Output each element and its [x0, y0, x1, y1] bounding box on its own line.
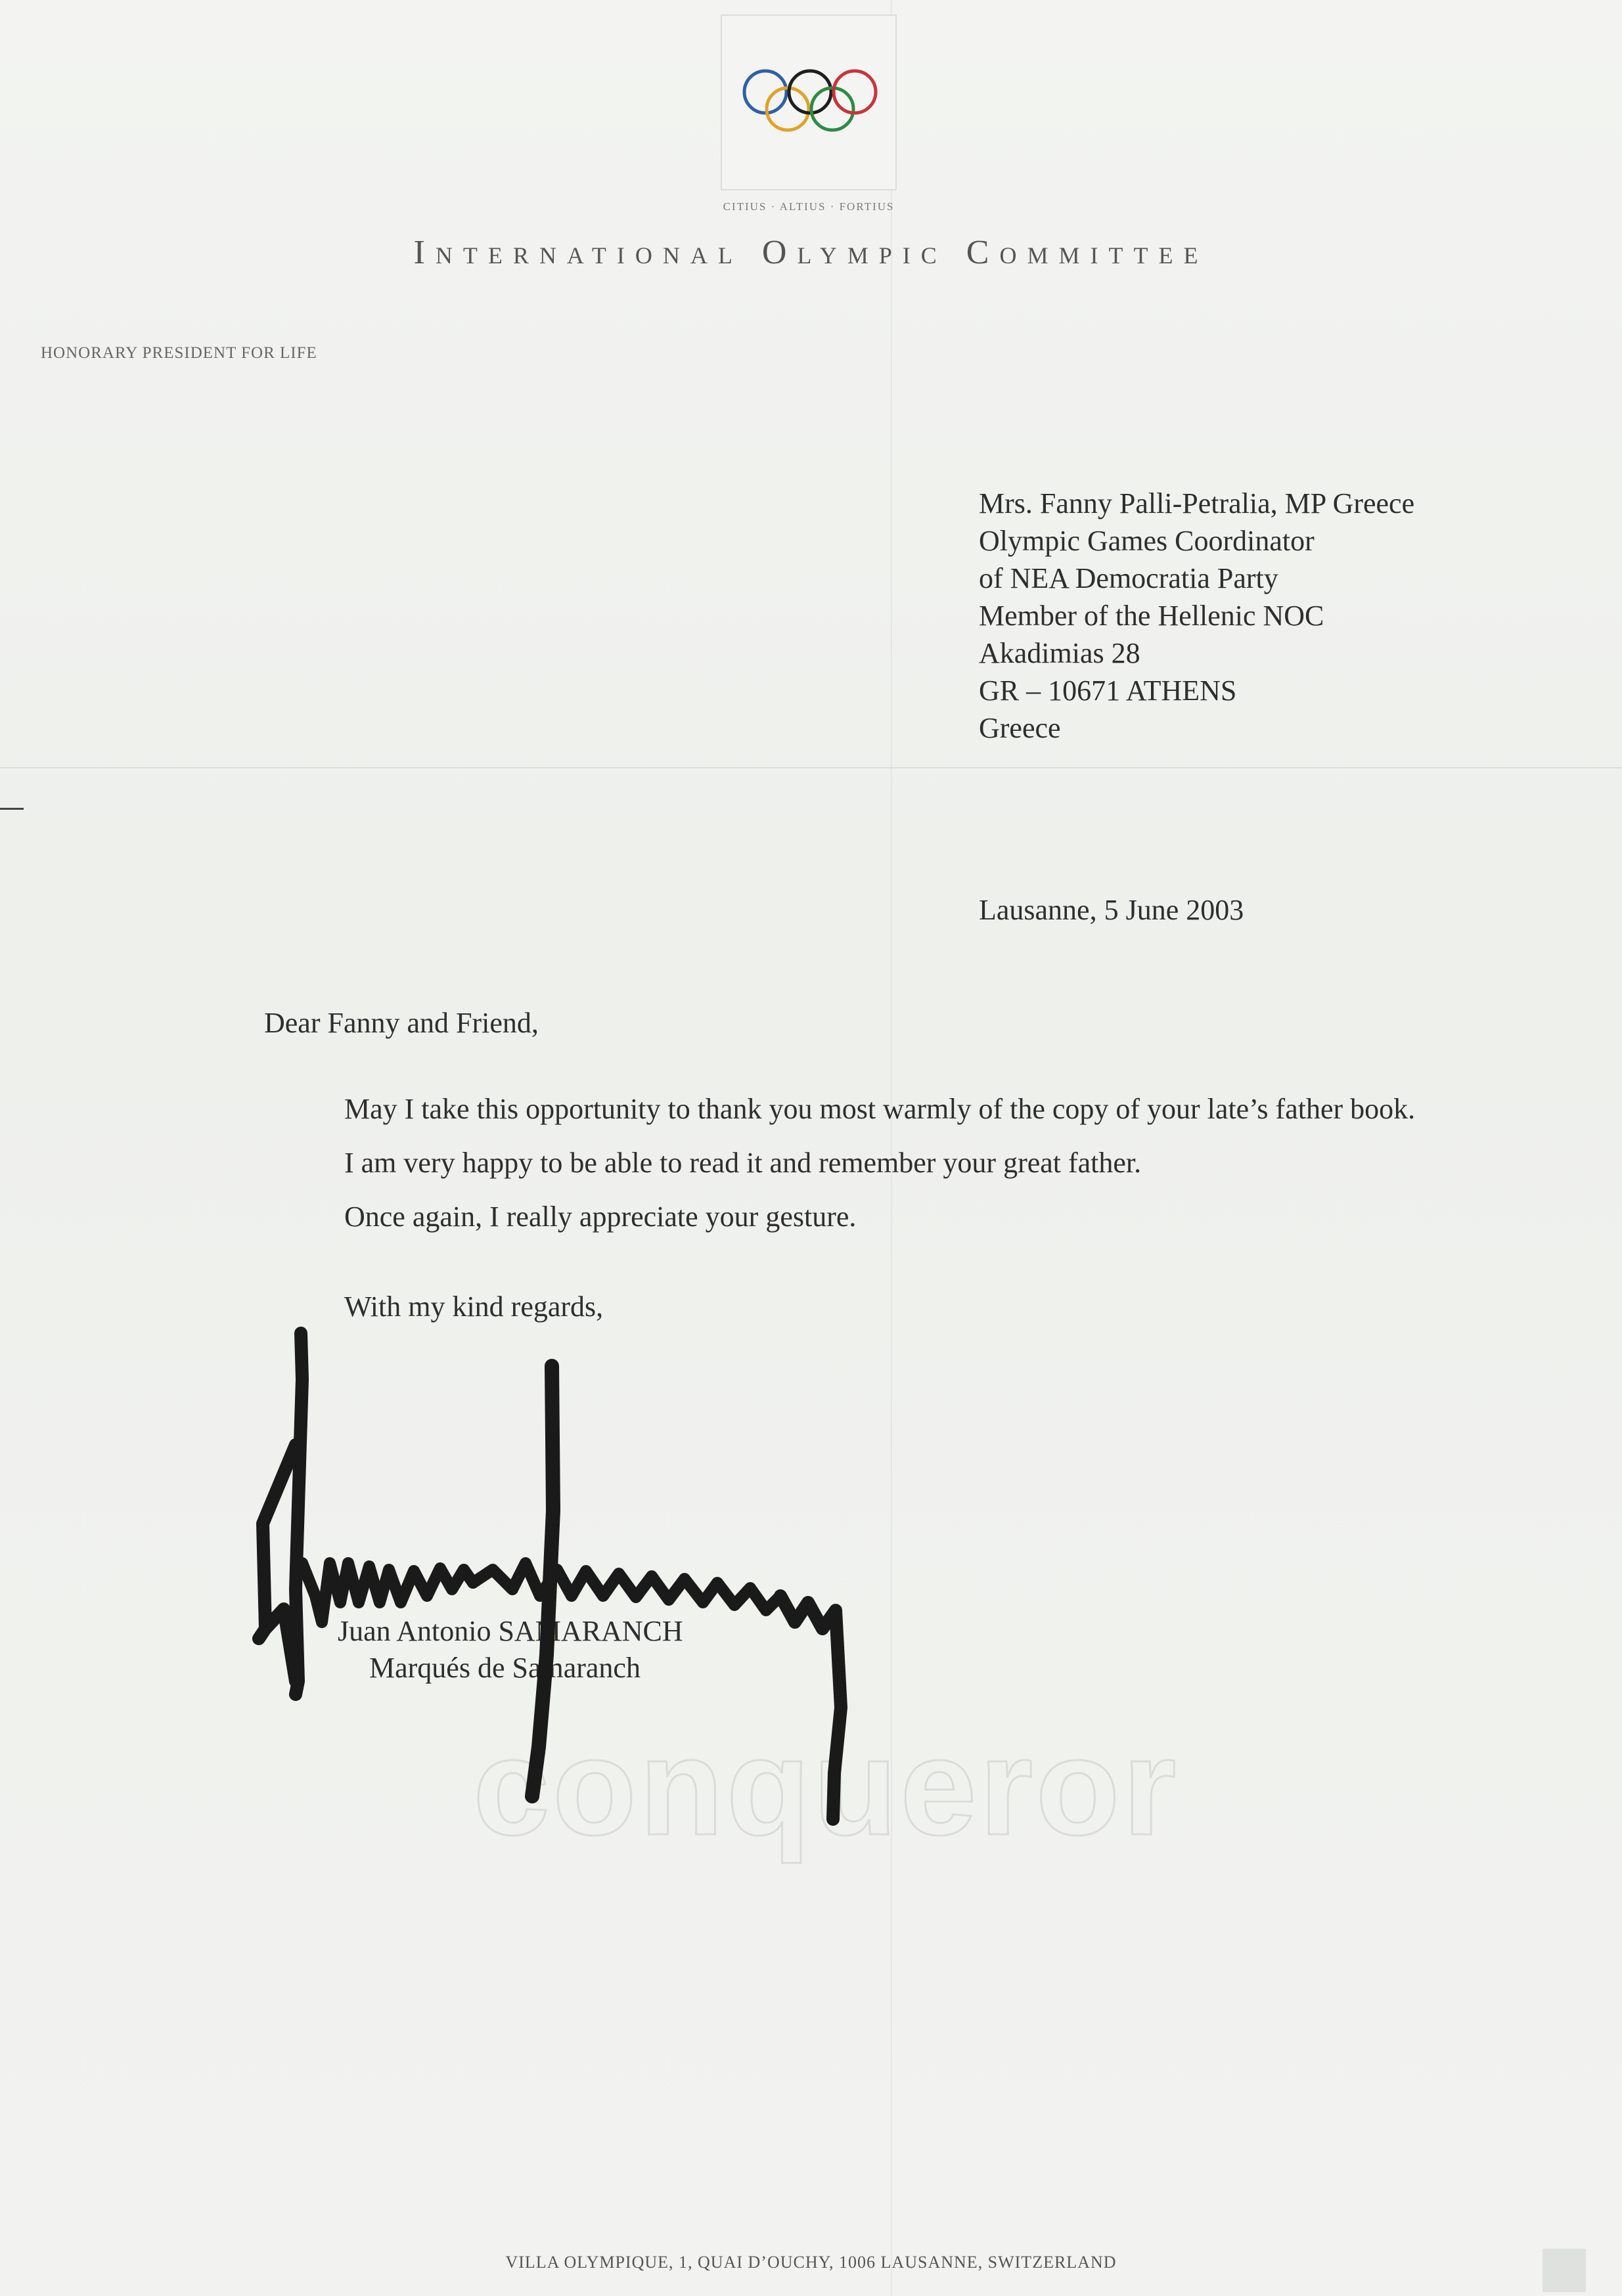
footer-address: VILLA OLYMPIQUE, 1, QUAI D’OUCHY, 1006 LAUSANNE, SWITZERLAND: [505, 2253, 1117, 2272]
recipient-address: [979, 485, 1414, 747]
organization-name: International Olympic Committee: [413, 234, 1209, 271]
body-paragraph: I am very happy to be able to read it and remember your great father.: [344, 1147, 1142, 1179]
body-paragraph: Once again, I really appreciate your gesture.: [344, 1201, 857, 1233]
signer-name: Juan Antonio SAMARANCH: [338, 1615, 683, 1647]
olympic-rings-icon: [740, 68, 880, 134]
handwritten-signature: [243, 1314, 874, 1852]
address-line: of NEA Democratia Party: [979, 562, 1278, 594]
address-line: Mrs. Fanny Palli-Petralia, MP Greece: [979, 487, 1415, 519]
corner-stamp: [1543, 2249, 1586, 2292]
address-line: Akadimias 28: [979, 637, 1140, 669]
fold-line-horizontal: [0, 767, 1622, 768]
body-paragraph: May I take this opportunity to thank you most warmly of the copy of your late’s father book.: [344, 1093, 1416, 1125]
edge-mark: [0, 808, 24, 810]
address-line: GR – 10671 ATHENS: [979, 674, 1237, 707]
address-line: Greece: [979, 712, 1061, 744]
address-line: Olympic Games Coordinator: [979, 525, 1315, 557]
salutation: Dear Fanny and Friend,: [264, 1007, 539, 1039]
signer-title: Marqués de Samaranch: [369, 1652, 641, 1684]
olympic-motto: CITIUS · ALTIUS · FORTIUS: [723, 200, 895, 213]
address-line: Member of the Hellenic NOC: [979, 600, 1324, 632]
paper-watermark: conqueror: [473, 1710, 1179, 1864]
office-title: HONORARY PRESIDENT FOR LIFE: [41, 344, 317, 362]
letter-body: [264, 1090, 1486, 1252]
closing-line: With my kind regards,: [344, 1291, 604, 1323]
letter-date: Lausanne, 5 June 2003: [979, 894, 1244, 926]
logo-box: [721, 14, 897, 190]
